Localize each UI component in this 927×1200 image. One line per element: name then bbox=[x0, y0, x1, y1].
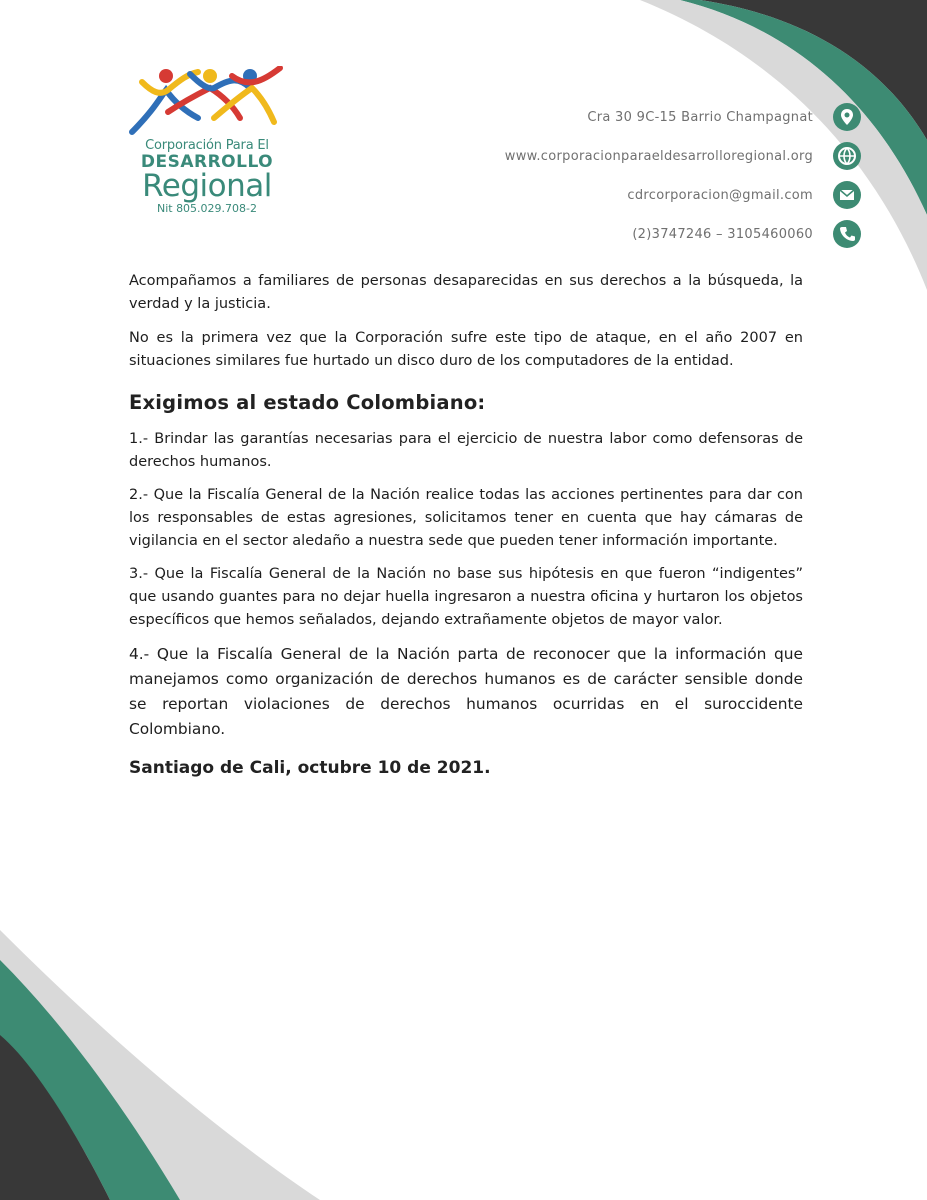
demand-item: 2.- Que la Fiscalía General de la Nación realice todas las acciones pertinentes para dar con los responsables de estas agresiones, solicitamos tener en cuenta que hay cámaras de vigilancia en el sector aledaño a nuestra sede que pueden tener información importante. bbox=[129, 487, 803, 549]
address-text: Cra 30 9C-15 Barrio Champagnat bbox=[587, 109, 813, 125]
logo-text-line1: Corporación Para El bbox=[145, 138, 269, 153]
logo-text-line3: Regional bbox=[142, 168, 272, 204]
letter-body bbox=[129, 270, 803, 780]
globe-icon bbox=[833, 142, 861, 170]
phone-icon bbox=[833, 220, 861, 248]
location-pin-icon bbox=[833, 103, 861, 131]
envelope-icon bbox=[833, 181, 861, 209]
demand-item: 1.- Brindar las garantías necesarias para el ejercicio de nuestra labor como defensoras de derechos humanos. bbox=[129, 431, 803, 470]
corporation-logo bbox=[128, 66, 284, 216]
phone-text: (2)3747246 – 3105460060 bbox=[632, 226, 813, 242]
contact-email-row bbox=[627, 181, 813, 209]
email-text[interactable]: cdrcorporacion@gmail.com bbox=[627, 187, 813, 203]
dancing-figures-emblem bbox=[128, 66, 284, 138]
logo-nit: Nit 805.029.708-2 bbox=[156, 202, 258, 215]
demand-item: 3.- Que la Fiscalía General de la Nación no base sus hipótesis en que fueron “indigentes” que usando guantes para no dejar huella ingresaron a nuestra oficina y hurtaron los objetos específicos que hemos señalados, dejando extrañamente objetos de mayor valor. bbox=[129, 566, 803, 628]
previous-attack-paragraph: No es la primera vez que la Corporación sufre este tipo de ataque, en el año 2007 en situaciones similares fue hurtado un disco duro de los computadores de la entidad. bbox=[129, 330, 803, 369]
demands-heading: Exigimos al estado Colombiano: bbox=[129, 391, 486, 414]
intro-paragraph: Acompañamos a familiares de personas desaparecidas en sus derechos a la búsqueda, la verdad y la justicia. bbox=[129, 273, 803, 312]
contact-address-row bbox=[587, 103, 813, 131]
logo-text-line2: DESARROLLO bbox=[140, 152, 274, 172]
contact-phone-row bbox=[632, 220, 813, 248]
contact-website-row bbox=[505, 142, 813, 170]
demand-item: 4.- Que la Fiscalía General de la Nación parta de reconocer que la información que manejamos como organización de derechos humanos es de carácter sensible donde se reportan violaciones de derechos humanos ocurridas en el suroccidente Colombiano. bbox=[129, 645, 803, 738]
website-text[interactable]: www.corporacionparaeldesarrolloregional.org bbox=[504, 148, 813, 164]
signoff-place-date: Santiago de Cali, octubre 10 de 2021. bbox=[129, 758, 491, 778]
